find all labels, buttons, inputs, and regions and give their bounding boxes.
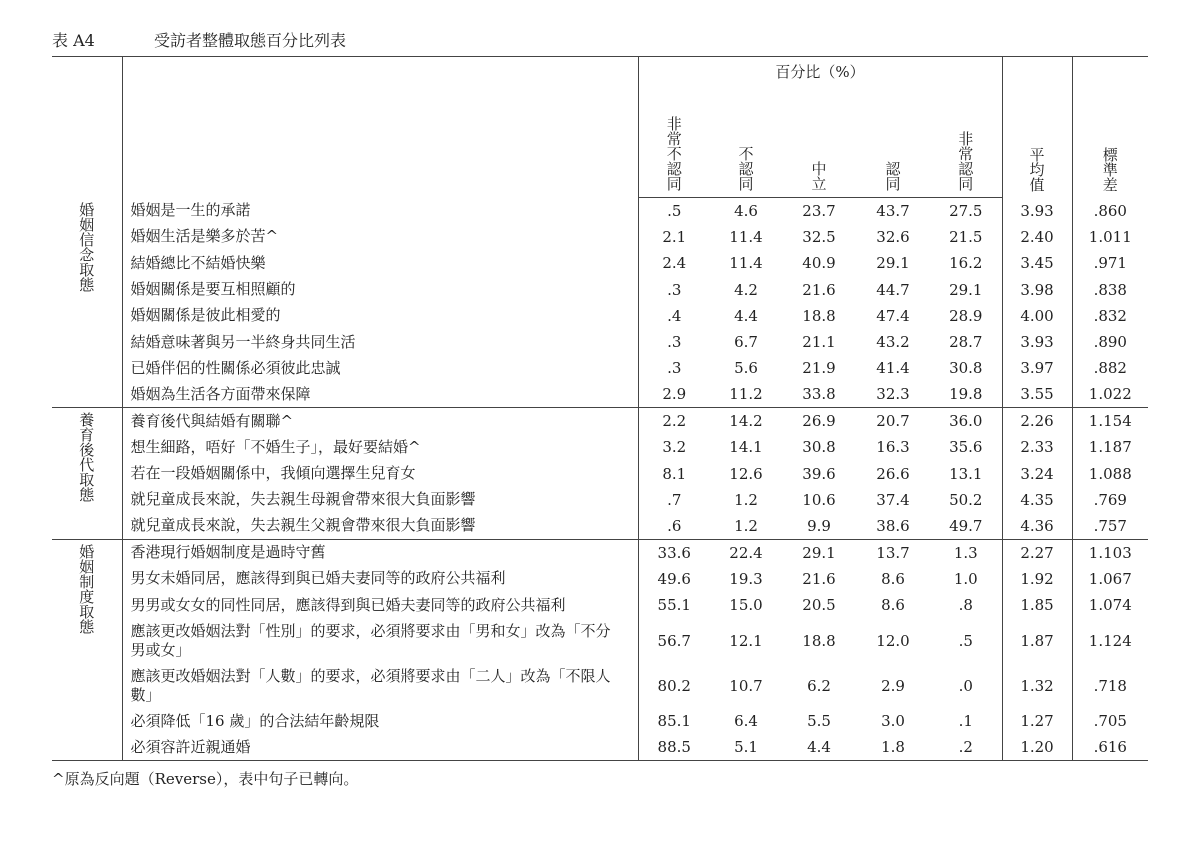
row-item: 想生細路，唔好「不婚生子」，最好要結婚^ [122, 434, 638, 460]
row-value: 1.0 [953, 569, 978, 588]
row-value: 50.2 [949, 490, 983, 509]
row-value: 11.4 [729, 227, 763, 246]
sd-header-cell [1072, 57, 1148, 198]
row-value: .6 [638, 513, 710, 539]
row-value: 33.6 [638, 539, 710, 565]
row-value: 30.8 [802, 438, 836, 457]
row-value: .3 [638, 355, 710, 381]
table-row [52, 708, 1148, 734]
row-value: 2.26 [1002, 408, 1072, 434]
row-value: 9.9 [782, 513, 856, 539]
row-value: 26.6 [876, 464, 910, 483]
table-row [52, 735, 1148, 761]
group-label: 婚 姻 信 念 取 態 [52, 198, 122, 408]
row-value: 8.6 [881, 596, 905, 615]
table-row [52, 460, 1148, 486]
table-row [52, 434, 1148, 460]
row-value: 19.3 [729, 569, 763, 588]
row-value: 4.4 [734, 306, 758, 325]
row-value: 1.2 [710, 513, 782, 539]
row-value: 4.4 [782, 735, 856, 761]
row-value: .838 [1072, 276, 1148, 302]
table-row [52, 566, 1148, 592]
row-value: 1.067 [1072, 566, 1148, 592]
row-value: 1.103 [1072, 539, 1148, 565]
row-value: .705 [1072, 708, 1148, 734]
row-value: 1.022 [1072, 382, 1148, 408]
row-value: 20.7 [876, 412, 910, 431]
row-value: 29.1 [949, 280, 983, 299]
row-value: .616 [1072, 735, 1148, 761]
group-label: 養 育 後 代 取 態 [52, 408, 122, 539]
header-item-cell [122, 57, 638, 198]
table-caption [52, 28, 346, 51]
row-item: 應該更改婚姻法對「性別」的要求，必須將要求由「男和女」改為「不分男或女」 [122, 618, 638, 663]
row-value: .1 [958, 712, 973, 731]
row-value: .971 [1072, 250, 1148, 276]
row-value: 4.2 [734, 280, 758, 299]
col-neutral: 中 立 [782, 89, 856, 198]
row-value: 1.2 [734, 490, 758, 509]
table-row [52, 276, 1148, 302]
row-value: 38.6 [856, 513, 930, 539]
row-value: 3.55 [1002, 382, 1072, 408]
row-value: 4.00 [1002, 303, 1072, 329]
row-value: 49.6 [638, 566, 710, 592]
row-value: .5 [958, 631, 973, 650]
row-value: 1.074 [1072, 592, 1148, 618]
row-value: 29.1 [876, 254, 910, 273]
row-value: 1.011 [1072, 224, 1148, 250]
row-value: .0 [958, 676, 973, 695]
col-strongly-agree: 非 常 認 同 [930, 89, 1002, 198]
row-item: 就兒童成長來說，失去親生父親會帶來很大負面影響 [122, 513, 638, 539]
row-value: 2.33 [1002, 434, 1072, 460]
row-value: 1.3 [953, 543, 978, 562]
row-value: 43.7 [876, 201, 910, 220]
row-value: 21.6 [802, 280, 836, 299]
row-item: 婚姻為生活各方面帶來保障 [122, 382, 638, 408]
row-value: 40.9 [802, 254, 836, 273]
group-label: 婚 姻 制 度 取 態 [52, 539, 122, 760]
row-item: 必須容許近親通婚 [122, 735, 638, 761]
row-value: 41.4 [876, 359, 910, 378]
row-value: .4 [638, 303, 710, 329]
row-value: 1.85 [1002, 592, 1072, 618]
row-value: 2.9 [881, 676, 905, 695]
table-row [52, 303, 1148, 329]
row-value: 23.7 [802, 201, 836, 220]
mean-header-cell [1002, 57, 1072, 198]
row-value: 88.5 [638, 735, 710, 761]
row-value: 29.1 [802, 543, 836, 562]
row-value: 39.6 [802, 464, 836, 483]
col-mean: 平 均 值 [1029, 145, 1045, 194]
row-value: 47.4 [876, 306, 910, 325]
row-item: 若在一段婚姻關係中，我傾向選擇生兒育女 [122, 460, 638, 486]
row-value: .5 [638, 198, 710, 224]
row-value: 18.8 [802, 631, 836, 650]
row-value: 6.2 [807, 676, 831, 695]
row-value: 1.92 [1002, 566, 1072, 592]
row-value: 1.8 [856, 735, 930, 761]
row-value: 44.7 [876, 280, 910, 299]
table-row [52, 198, 1148, 224]
row-value: 2.27 [1002, 539, 1072, 565]
row-value: .8 [958, 596, 973, 615]
row-value: 21.9 [802, 359, 836, 378]
row-value: 3.0 [881, 712, 905, 731]
row-value: 19.8 [930, 382, 1002, 408]
row-value: 21.6 [802, 569, 836, 588]
row-value: .882 [1072, 355, 1148, 381]
row-value: 8.6 [881, 569, 905, 588]
row-value: 21.1 [802, 333, 836, 352]
footnote: ^原為反向題（Reverse），表中句子已轉向。 [52, 770, 359, 788]
row-value: 80.2 [638, 663, 710, 708]
row-item: 婚姻關係是彼此相愛的 [122, 303, 638, 329]
row-value: 1.124 [1072, 618, 1148, 663]
row-value: 1.154 [1072, 408, 1148, 434]
row-value: 28.9 [949, 306, 983, 325]
row-value: 33.8 [782, 382, 856, 408]
row-value: 10.7 [729, 676, 763, 695]
row-value: 11.2 [710, 382, 782, 408]
percent-header: 百分比（%） [638, 57, 1002, 90]
row-value: 37.4 [876, 490, 910, 509]
row-value: 1.87 [1002, 618, 1072, 663]
row-value: 13.1 [949, 464, 983, 483]
row-value: 4.35 [1002, 487, 1072, 513]
row-item: 就兒童成長來說，失去親生母親會帶來很大負面影響 [122, 487, 638, 513]
row-value: 30.8 [949, 359, 983, 378]
row-value: 3.93 [1002, 329, 1072, 355]
row-value: 5.5 [807, 712, 831, 731]
row-value: 8.1 [638, 460, 710, 486]
row-item: 男男或女女的同性同居，應該得到與已婚夫妻同等的政府公共福利 [122, 592, 638, 618]
row-value: .860 [1072, 198, 1148, 224]
row-value: 6.4 [734, 712, 758, 731]
row-value: 3.2 [638, 434, 710, 460]
row-item: 婚姻關係是要互相照顧的 [122, 276, 638, 302]
row-value: .2 [930, 735, 1002, 761]
row-value: 12.6 [729, 464, 763, 483]
col-sd: 標 準 差 [1102, 145, 1118, 194]
table-row [52, 663, 1148, 708]
table-row [52, 618, 1148, 663]
row-value: 2.4 [638, 250, 710, 276]
row-value: 36.0 [949, 412, 983, 431]
row-value: 3.98 [1002, 276, 1072, 302]
row-value: 5.6 [734, 359, 758, 378]
row-value: .718 [1072, 663, 1148, 708]
row-item: 結婚意味著與另一半終身共同生活 [122, 329, 638, 355]
row-value: .890 [1072, 329, 1148, 355]
row-value: 4.6 [734, 201, 758, 220]
table-row [52, 592, 1148, 618]
row-value: 1.187 [1072, 434, 1148, 460]
row-value: 2.9 [638, 382, 710, 408]
row-value: 14.2 [729, 412, 763, 431]
row-value: 10.6 [802, 490, 836, 509]
row-value: 15.0 [729, 596, 763, 615]
col-disagree: 不 認 同 [710, 89, 782, 198]
row-value: 3.97 [1002, 355, 1072, 381]
row-value: 32.5 [802, 227, 836, 246]
row-item: 養育後代與結婚有關聯^ [122, 408, 638, 434]
row-value: 49.7 [930, 513, 1002, 539]
row-item: 婚姻生活是樂多於苦^ [122, 224, 638, 250]
table-body [52, 198, 1148, 761]
row-value: 2.40 [1002, 224, 1072, 250]
row-value: 6.7 [734, 333, 758, 352]
row-value: 14.1 [729, 438, 763, 457]
row-value: 32.6 [876, 227, 910, 246]
table-row [52, 329, 1148, 355]
row-value: 85.1 [638, 708, 710, 734]
row-value: 11.4 [729, 254, 763, 273]
row-value: 5.1 [710, 735, 782, 761]
row-value: 3.45 [1002, 250, 1072, 276]
row-value: 2.1 [638, 224, 710, 250]
row-value: 3.24 [1002, 460, 1072, 486]
row-value: 2.2 [638, 408, 710, 434]
row-value: 32.3 [856, 382, 930, 408]
table-row [52, 513, 1148, 539]
row-value: 16.3 [876, 438, 910, 457]
row-item: 應該更改婚姻法對「人數」的要求，必須將要求由「二人」改為「不限人數」 [122, 663, 638, 708]
table-row [52, 382, 1148, 408]
row-value: 55.1 [638, 592, 710, 618]
row-value: 1.32 [1002, 663, 1072, 708]
row-value: .3 [638, 329, 710, 355]
row-value: 28.7 [949, 333, 983, 352]
row-value: 22.4 [729, 543, 763, 562]
row-value: 13.7 [876, 543, 910, 562]
table-row [52, 355, 1148, 381]
row-value: 56.7 [638, 618, 710, 663]
row-value: 18.8 [802, 306, 836, 325]
row-value: 21.5 [949, 227, 983, 246]
row-value: .769 [1072, 487, 1148, 513]
row-value: 16.2 [949, 254, 983, 273]
row-item: 婚姻是一生的承諾 [122, 198, 638, 224]
row-item: 男女未婚同居，應該得到與已婚夫妻同等的政府公共福利 [122, 566, 638, 592]
row-value: 35.6 [949, 438, 983, 457]
row-value: 26.9 [802, 412, 836, 431]
table-row [52, 539, 1148, 565]
table-row [52, 408, 1148, 434]
row-value: 12.0 [876, 631, 910, 650]
row-value: 1.27 [1002, 708, 1072, 734]
row-value: .3 [638, 276, 710, 302]
row-item: 必須降低「16 歲」的合法結年齡規限 [122, 708, 638, 734]
row-value: 27.5 [949, 201, 983, 220]
row-value: 12.1 [729, 631, 763, 650]
table-number: 表 A4 [52, 31, 95, 50]
row-value: 4.36 [1002, 513, 1072, 539]
row-value: .757 [1072, 513, 1148, 539]
col-strongly-disagree: 非 常 不 認 同 [638, 89, 710, 198]
header-row-top [52, 57, 1148, 90]
col-agree: 認 同 [856, 89, 930, 198]
table-row [52, 224, 1148, 250]
row-item: 已婚伴侶的性關係必須彼此忠誠 [122, 355, 638, 381]
row-value: 1.088 [1072, 460, 1148, 486]
row-value: 1.20 [1002, 735, 1072, 761]
row-value: .832 [1072, 303, 1148, 329]
row-value: 20.5 [802, 596, 836, 615]
row-value: 3.93 [1002, 198, 1072, 224]
row-value: .7 [638, 487, 710, 513]
table-row [52, 250, 1148, 276]
table-title: 受訪者整體取態百分比列表 [154, 31, 347, 50]
row-item: 香港現行婚姻制度是過時守舊 [122, 539, 638, 565]
row-item: 結婚總比不結婚快樂 [122, 250, 638, 276]
table-row [52, 487, 1148, 513]
header-group-cell [52, 57, 122, 198]
row-value: 43.2 [876, 333, 910, 352]
attitude-table [52, 56, 1148, 761]
